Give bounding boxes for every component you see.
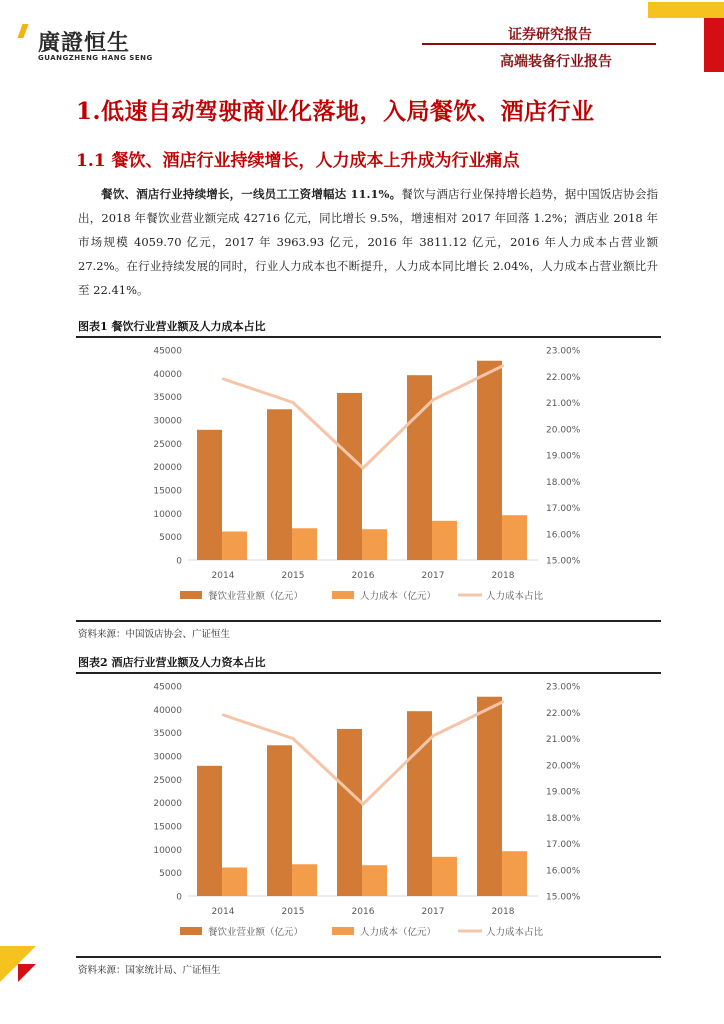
body-paragraph (78, 182, 658, 302)
y-axis-right-tick: 20.00% (546, 425, 581, 436)
line-point (432, 735, 434, 737)
y-axis-left-tick: 20000 (153, 463, 182, 474)
bar-labor-cost (432, 521, 457, 560)
bar-revenue (197, 430, 222, 560)
x-axis-tick: 2014 (211, 907, 235, 917)
bar-revenue (267, 409, 292, 560)
y-axis-left-tick: 45000 (153, 682, 182, 693)
y-axis-left-tick: 10000 (153, 845, 182, 856)
line-point (362, 467, 364, 469)
bar-labor-cost (502, 851, 527, 896)
y-axis-right-tick: 15.00% (546, 556, 581, 567)
figure-title: 图表1 餐饮行业营业额及人力成本占比 (78, 320, 266, 333)
bar-revenue (477, 361, 502, 560)
y-axis-right-tick: 19.00% (546, 787, 581, 798)
y-axis-right-tick: 21.00% (546, 399, 581, 409)
y-axis-right-tick: 23.00% (546, 346, 581, 357)
bar-revenue (337, 729, 362, 896)
footer-corner-accent (18, 964, 36, 982)
x-axis-tick: 2017 (421, 907, 445, 917)
y-axis-left-tick: 45000 (153, 346, 182, 357)
bar-revenue (267, 745, 292, 896)
bar-labor-cost (362, 529, 387, 560)
line-point (222, 714, 224, 716)
header-corner-decoration (648, 2, 724, 18)
bar-labor-cost (432, 857, 457, 896)
y-axis-left-tick: 0 (176, 556, 182, 567)
line-point (432, 399, 434, 401)
figure-source: 资料来源：中国饭店协会、广证恒生 (78, 629, 231, 640)
bar-revenue (337, 393, 362, 560)
figure-source: 资料来源：国家统计局、广证恒生 (78, 965, 221, 976)
y-axis-left-tick: 40000 (153, 369, 182, 380)
header-side-strip (704, 18, 724, 72)
y-axis-right-tick: 18.00% (546, 813, 581, 824)
bar-labor-cost (362, 865, 387, 896)
figure-top-rule (76, 672, 661, 674)
y-axis-right-tick: 17.00% (546, 504, 581, 514)
line-point (292, 737, 294, 739)
y-axis-right-tick: 17.00% (546, 840, 581, 850)
paragraph-body: 餐饮与酒店行业保持增长趋势，据中国饭店协会指出，2018 年餐饮业营业额完成 42716 亿元，同比增长 9.5%，增速相对 2017 年回落 1.2%；酒店业 2018 年市场规模 4059.70 亿元，2017 年 3963.93 亿元，2016 年 3811.12 亿元，2016 年人力成本占营业额 27.2%。在行业持续发展的同时，行业人力成本也不断提升，人力成本同比增长 2.04%，人力成本占营业额比升至 22.41%。 (78, 187, 659, 297)
logo-subtext: GUANGZHENG HANG SENG (38, 54, 153, 62)
bar-labor-cost (502, 515, 527, 560)
line-labor-cost-ratio (223, 702, 503, 804)
legend-label: 人力成本占比 (486, 927, 544, 938)
x-axis-tick: 2017 (421, 571, 445, 581)
legend-label: 人力成本（亿元） (360, 927, 437, 938)
legend-label: 餐饮业营业额（亿元） (208, 591, 304, 602)
y-axis-right-tick: 16.00% (546, 866, 581, 877)
line-point (292, 401, 294, 403)
figure-bottom-rule (76, 956, 661, 958)
bar-revenue (477, 697, 502, 896)
y-axis-left-tick: 20000 (153, 799, 182, 810)
y-axis-right-tick: 23.00% (546, 682, 581, 693)
logo-mark-icon (17, 24, 28, 38)
line-labor-cost-ratio (223, 366, 503, 468)
x-axis-tick: 2018 (491, 571, 515, 581)
paragraph-lead: 餐饮、酒店行业持续增长，一线员工工资增幅达 11.1%。 (101, 187, 402, 201)
x-axis-tick: 2015 (281, 571, 305, 581)
legend-swatch (180, 591, 202, 599)
report-type: 证券研究报告 (508, 27, 592, 43)
chart-figure-2 (140, 676, 581, 946)
y-axis-left-tick: 0 (176, 892, 182, 903)
y-axis-left-tick: 5000 (159, 533, 182, 544)
header-divider (422, 43, 656, 45)
x-axis-tick: 2018 (491, 907, 515, 917)
y-axis-left-tick: 15000 (153, 486, 182, 497)
bar-labor-cost (222, 532, 247, 560)
legend-label: 餐饮业营业额（亿元） (208, 927, 304, 938)
y-axis-left-tick: 30000 (153, 416, 182, 427)
y-axis-right-tick: 21.00% (546, 735, 581, 745)
figure-top-rule (76, 336, 661, 338)
y-axis-left-tick: 5000 (159, 869, 182, 880)
y-axis-right-tick: 18.00% (546, 477, 581, 488)
line-point (502, 365, 504, 367)
x-axis-tick: 2014 (211, 571, 235, 581)
y-axis-right-tick: 16.00% (546, 530, 581, 541)
y-axis-left-tick: 35000 (153, 393, 182, 404)
y-axis-left-tick: 10000 (153, 509, 182, 520)
bar-labor-cost (292, 528, 317, 560)
y-axis-left-tick: 25000 (153, 439, 182, 450)
x-axis-tick: 2016 (351, 907, 375, 917)
legend-swatch (180, 927, 202, 935)
legend-label: 人力成本（亿元） (360, 591, 437, 602)
figure-title: 图表2 酒店行业营业额及人力资本占比 (78, 656, 266, 669)
line-point (502, 701, 504, 703)
bar-labor-cost (222, 868, 247, 896)
y-axis-right-tick: 20.00% (546, 761, 581, 772)
line-point (362, 803, 364, 805)
report-sector: 高端装备行业报告 (500, 54, 612, 70)
subsection-heading: 1.1 餐饮、酒店行业持续增长，人力成本上升成为行业痛点 (76, 151, 520, 171)
y-axis-left-tick: 15000 (153, 822, 182, 833)
y-axis-right-tick: 15.00% (546, 892, 581, 903)
y-axis-left-tick: 25000 (153, 775, 182, 786)
logo-text: 廣證恒生 (38, 31, 131, 56)
y-axis-right-tick: 22.00% (546, 372, 581, 383)
figure-bottom-rule (76, 620, 661, 622)
section-heading: 1.低速自动驾驶商业化落地，入局餐饮、酒店行业 (76, 98, 595, 125)
legend-label: 人力成本占比 (486, 591, 544, 602)
legend-swatch (332, 927, 354, 935)
bar-revenue (197, 766, 222, 896)
chart-figure-1 (140, 340, 581, 610)
line-point (222, 378, 224, 380)
y-axis-left-tick: 35000 (153, 729, 182, 740)
bar-labor-cost (292, 864, 317, 896)
y-axis-left-tick: 30000 (153, 752, 182, 763)
legend-swatch (332, 591, 354, 599)
y-axis-right-tick: 22.00% (546, 708, 581, 719)
x-axis-tick: 2016 (351, 571, 375, 581)
y-axis-left-tick: 40000 (153, 705, 182, 716)
y-axis-right-tick: 19.00% (546, 451, 581, 462)
x-axis-tick: 2015 (281, 907, 305, 917)
